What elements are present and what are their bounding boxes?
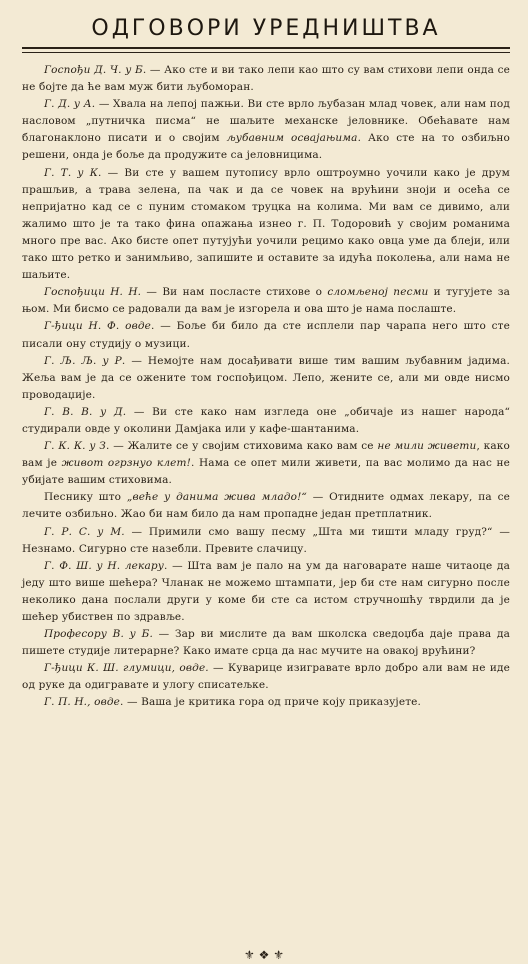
- reply-entry: [22, 96, 510, 164]
- bottom-ornament: ⚜ ❖ ⚜: [244, 948, 284, 962]
- reply-entry: [22, 660, 510, 694]
- reply-entry: [22, 438, 510, 489]
- italic-phrase: „веће у данима жива младо!“: [121, 491, 307, 504]
- reply-entry: [22, 558, 510, 626]
- italic-phrase: не мили живети: [373, 440, 477, 453]
- italic-phrase: сломљеној песми: [322, 286, 429, 299]
- addressee: Госпођи Д. Ч. у Б.: [44, 64, 147, 76]
- addressee: Г. Љ. Љ. у Р.: [44, 354, 126, 367]
- reply-text: — Жалите се у својим стиховима како вам се: [109, 440, 374, 453]
- reply-text: — Куварице изигравате врло добро али вам не иде од руке да одигравате и улогу списатељке.: [22, 662, 510, 692]
- reply-entry: [22, 404, 510, 438]
- reply-text: Песнику што: [44, 491, 122, 504]
- reply-text: — Ви сте у вашем путопису врло оштроумно уочили како је друм прашљив, а трава зелена, па чак и да се човек на врућини зноји и осећа се непријатно кад се с пуним стомаком труцка на колима. Ми вам се дивимо, али жалимо што је та тако фина опажања изнео г. П. Тодоровић у својим романима много пре вас. Ако бисте опет путујући уочили рецимо како овца уме да блеји, или тако што ретко и занимљиво, запишите и оставите за идућа поколења, али нама не шаљите.: [22, 166, 510, 282]
- reply-entry: [22, 626, 510, 660]
- reply-entry: [22, 318, 510, 352]
- reply-text: — Боље би било да сте исплели пар чарапа него што сте писали ону студију о музици.: [22, 320, 510, 350]
- reply-text: — Отидните одмах лекару, па се лечите озбиљно. Жао би нам било да нам пропадне један претплатник.: [22, 491, 510, 521]
- addressee: Професору В. у Б.: [44, 628, 153, 641]
- reply-text: — Ваша је критика гора од приче коју приказујете.: [123, 696, 422, 709]
- addressee: Г. В. В. у Д.: [44, 405, 127, 418]
- addressee: Г. К. К. у З.: [44, 440, 110, 453]
- addressee: Госпођици Н. Н.: [44, 286, 142, 299]
- reply-text: — Ако сте и ви тако лепи као што су вам стихови лепи онда се не бојте да ће вам муж бити љубоморан.: [22, 64, 510, 94]
- reply-text: — Шта вам је пало на ум да наговарате наше читаоце да једу што више шећера? Чланак не можемо штампати, јер би сте нам сигурно после неколико дана послали други у коме би сте са истом стручношћу тврдили да је шећер убиствен по здравље.: [22, 559, 510, 623]
- addressee: Г. П. Н., овде.: [44, 696, 124, 709]
- reply-text: — Зар ви мислите да вам школска сведоџба даје права да пишете студије литерарне? Како имате срца да нас мучите на овакој врућини?: [22, 628, 510, 658]
- reply-entry: [22, 524, 510, 558]
- reply-text: . Нама се опет мили живети, па вас молимо да нас не убијате вашим стиховима.: [22, 457, 511, 487]
- addressee: Г. Т. у К.: [44, 166, 102, 179]
- reply-text: — Примили смо вашу песму „Шта ми тишти младу груд?“ — Незнамо. Сигурно сте назебли. Превите слачицу.: [22, 525, 511, 555]
- addressee: Г. Д. у А.: [44, 98, 96, 111]
- reply-text: . Ако сте на то озбиљно решени, онда је боље да продужите са јеловницима.: [22, 132, 510, 162]
- reply-entry: [22, 353, 510, 404]
- reply-text: — Хвала на лепој пажњи. Ви сте врло љубазан млад човек, али нам под насловом „путничка писма“ не шаљите механске јеловнике. Обећавате нам благонаклоно писати и о својим: [22, 98, 511, 145]
- reply-entry: [22, 165, 510, 285]
- reply-entry: [22, 694, 510, 711]
- reply-entry: [22, 62, 510, 96]
- italic-phrase: љубавним освајањима: [219, 132, 358, 145]
- reply-text: , како вам је: [22, 440, 510, 470]
- page-title: ОДГОВОРИ УРЕДНИШТВА: [91, 16, 441, 41]
- reply-text: — Ви нам посласте стихове о: [141, 286, 323, 299]
- italic-phrase: живот огрзнуо клет!: [57, 457, 191, 470]
- reply-text: и тугујете за њом. Ми бисмо се радовали да вам је изгорела и ова што је нама послаште.: [22, 286, 510, 316]
- addressee: Г. Ф. Ш. у Н. лекару.: [44, 559, 168, 572]
- reply-text: — Немојте нам досађивати више тим вашим љубавним јадима. Жеља вам је да се ожените том госпођицом. Лепо, жените се, али ми овде нисмо проводаџије.: [22, 354, 510, 401]
- addressee: Г-ђици К. Ш. глумици, овде.: [44, 662, 209, 675]
- entries-list: [22, 62, 510, 712]
- addressee: Г-ђици Н. Ф. овде.: [44, 320, 155, 333]
- reply-entry: [22, 489, 510, 523]
- reply-entry: [22, 284, 510, 318]
- reply-text: — Ви сте како нам изгледа оне „обичаје из нашег народа“ студирали овде у околини Дамјака или у кафе-шантанима.: [22, 405, 510, 435]
- addressee: Г. Р. С. у М.: [44, 525, 125, 538]
- title-rule: [22, 47, 510, 53]
